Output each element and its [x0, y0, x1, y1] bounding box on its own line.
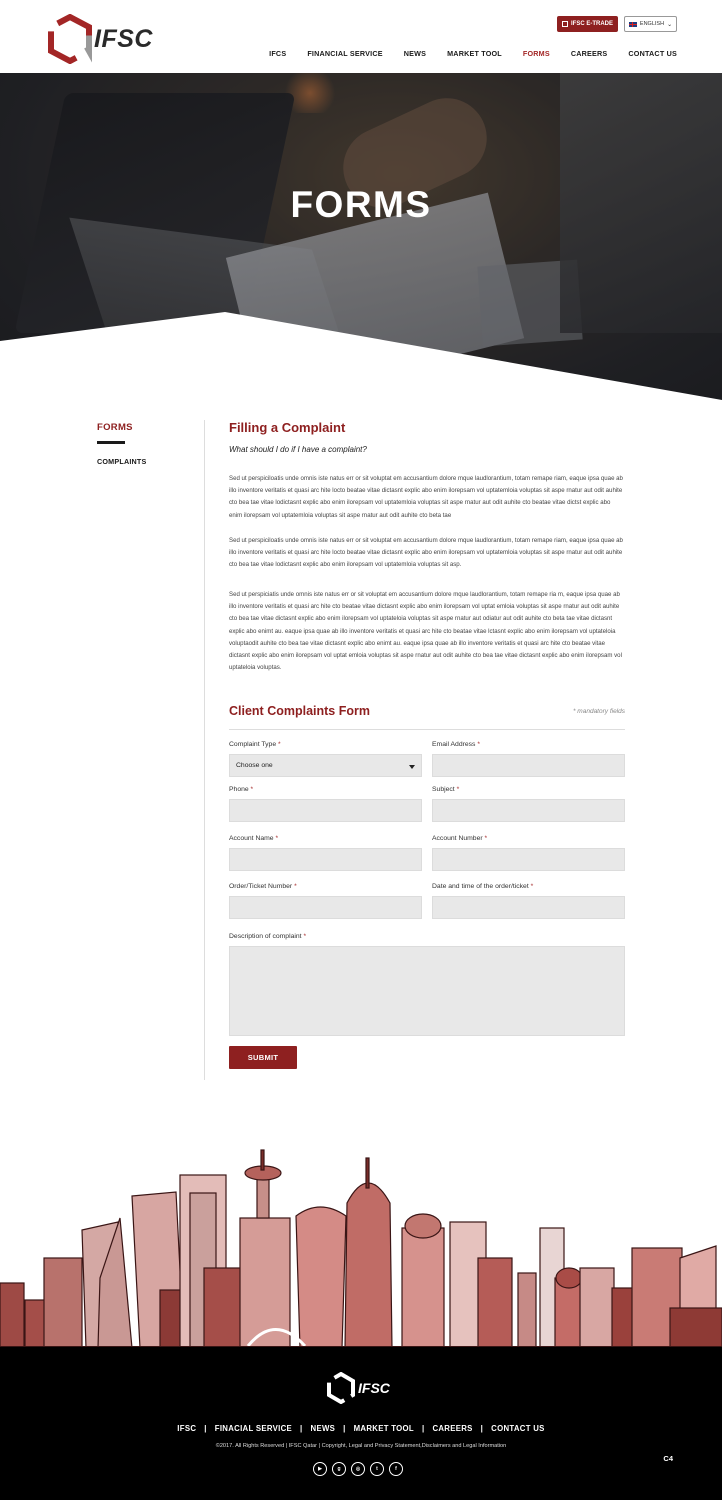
etrade-label: IFSC E-TRADE [571, 21, 613, 27]
paragraph: Sed ut perspiciloatis unde omnis iste natus err or sit voluptat em accusantium dolore mque laudlorantium, totam remape riam, eaque ipsa quae ab illo inventore veritatis et quasi arc hite locto beatae vitae dictasnt explic abo enim ilorepsam vol uptatemloia voluptas sit aspe rnatur aut odit auhite cto bea tae vitae lodictasnt explic abo enim ilorepsam vol uptatemloia voluptas sit asp. [229, 537, 623, 569]
footer-nav-item-ifsc[interactable]: IFSC [177, 1424, 197, 1433]
order-number-field[interactable] [229, 896, 422, 919]
nav-item-news[interactable]: NEWS [403, 49, 427, 58]
agency-badge: C4 [663, 1454, 673, 1463]
order-number-label: Order/Ticket Number * [229, 883, 297, 890]
order-datetime-label: Date and time of the order/ticket * [432, 883, 534, 890]
sidebar-divider [204, 420, 205, 1080]
footer-nav-item-careers[interactable]: CAREERS [432, 1424, 473, 1433]
footer-nav-item-news[interactable]: NEWS [310, 1424, 336, 1433]
twitter-icon[interactable]: t [370, 1462, 384, 1476]
email-label: Email Address * [432, 741, 480, 748]
sidebar-title: FORMS [97, 422, 133, 433]
footer-logo[interactable] [325, 1372, 390, 1404]
subject-field[interactable] [432, 799, 625, 822]
section-question: What should I do if I have a complaint? [229, 445, 367, 454]
order-datetime-field[interactable] [432, 896, 625, 919]
copyright-text: ©2017. All Rights Reserved | IFSC Qatar | Copyright, Legal and Privacy Statement,Disclaimers and Legal Information [215, 1443, 507, 1449]
instagram-icon[interactable]: ◎ [351, 1462, 365, 1476]
sidebar [97, 422, 207, 466]
city-skyline-illustration [0, 1148, 722, 1348]
nav-item-market-tool[interactable]: MARKET TOOL [447, 49, 502, 58]
caret-down-icon [409, 765, 415, 769]
account-number-label: Account Number * [432, 835, 488, 842]
uk-flag-icon [629, 22, 637, 27]
footer-nav-item-contact-us[interactable]: CONTACT US [491, 1424, 545, 1433]
nav-item-contact-us[interactable]: CONTACT US [628, 49, 677, 58]
footer-nav-separator: | [480, 1424, 484, 1433]
social-links [313, 1462, 403, 1476]
sidebar-item-complaints[interactable]: COMPLAINTS [97, 457, 147, 466]
phone-label: Phone * [229, 786, 254, 793]
login-icon [562, 21, 568, 27]
main-content [229, 420, 625, 1062]
site-header [0, 0, 722, 73]
footer-nav-separator: | [204, 1424, 207, 1433]
page-title: FORMS [290, 184, 432, 225]
description-label: Description of complaint * [229, 933, 307, 940]
submit-button[interactable]: SUBMIT [229, 1046, 297, 1069]
paragraph: Sed ut perspiciatis unde omnis iste natus err or sit voluptat em accusantium dolore mque laudlorantium, totam remape ria m, eaque ipsa quae ab illo inventore veritatis et quasi arc hite cto beatae vitae dictasnt explic abo enim ilorepsam vol uptat emloia voluptas sit aspe rnatur aut odit auhite cto bea tae vitae dictasnt explic abo enim ilorepsam vol uptateloia voluptas sit aspe rnatur aut odiatur aut odit auhite cto beta tae vitae dictasnt explic abo enimt au. eaque ipsa quae ab illo inventore veritatis et quasi arc hite cto beatae vitae lctasnt explic abo enim ilorepsam vol uptateloia voluptaodit auhite cto bea tae vitae dictasnt explic abo enimt au. eaque ipsa quae ab illo inventore veritatis et quasi arc hite cto beatae vitae dictasnt explic abo enim ilorepsam vol uptat emloia voluptas sit aspe rnatur aut odit auhite cto bea tae vitae dictasnt explic abo enim ilorepsam vol uptateloia voluptas. [229, 591, 622, 672]
youtube-icon[interactable]: ▶ [313, 1462, 327, 1476]
account-number-field[interactable] [432, 848, 625, 871]
site-footer [0, 1347, 722, 1500]
complaint-type-select[interactable] [229, 754, 422, 777]
complaint-type-label: Complaint Type * [229, 741, 281, 748]
footer-nav-separator: | [343, 1424, 346, 1433]
logo-mark-icon [325, 1372, 357, 1404]
nav-item-careers[interactable]: CAREERS [570, 49, 608, 58]
hero-angled-divider [0, 73, 722, 410]
nav-item-forms[interactable]: FORMS [522, 49, 550, 58]
email-field[interactable] [432, 754, 625, 777]
nav-item-ifcs[interactable]: IFCS [269, 49, 287, 58]
site-logo[interactable] [44, 14, 159, 64]
account-name-label: Account Name * [229, 835, 279, 842]
google-plus-icon[interactable]: g [332, 1462, 346, 1476]
footer-nav [0, 1424, 722, 1433]
account-name-field[interactable] [229, 848, 422, 871]
language-selector[interactable] [624, 16, 677, 32]
mandatory-note: * mandatory fields [572, 708, 625, 715]
sidebar-underline [97, 441, 125, 444]
footer-nav-separator: | [300, 1424, 303, 1433]
nav-item-financial-service[interactable]: FINANCIAL SERVICE [307, 49, 383, 58]
footer-nav-separator: | [421, 1424, 425, 1433]
main-nav [269, 49, 677, 58]
language-label: ENGLISH [639, 21, 665, 27]
section-heading: Filling a Complaint [229, 420, 346, 435]
phone-field[interactable] [229, 799, 422, 822]
form-header [229, 704, 625, 730]
complaint-type-value: Choose one [236, 762, 273, 769]
subject-label: Subject * [432, 786, 460, 793]
hero-banner [0, 73, 722, 410]
form-title: Client Complaints Form [229, 704, 370, 718]
chevron-down-icon: ⌄ [667, 21, 673, 28]
logo-mark-icon [44, 14, 96, 64]
etrade-button[interactable] [557, 16, 618, 32]
footer-logo-text: IFSC [358, 1380, 390, 1396]
footer-nav-item-finacial-service[interactable]: FINACIAL SERVICE [214, 1424, 293, 1433]
paragraph: Sed ut perspiciloatis unde omnis iste natus err or sit voluptat em accusantium dolore mque laudlorantium, totam remape riam, eaque ipsa quae ab illo inventore veritatis et quasi arc hite locto beatae vitae dictasnt explic abo enim ilorepsam vol uptatemloia voluptas sit aspe rnatur aut odit auhite cto bea tae vitae lodictasnt explic abo enim ilorepsam vol uptatemloia voluptas sit aspe rnatur aut odit auhite cto beatae vitae dictst explic abo enim ilorepsam vol uptatemloia voluptas sit aspe rnatur aut odit auhite cto beta tae [229, 475, 623, 519]
facebook-icon[interactable]: f [389, 1462, 403, 1476]
logo-text: IFSC [94, 24, 153, 53]
footer-nav-item-market-tool[interactable]: MARKET TOOL [353, 1424, 414, 1433]
description-textarea[interactable] [229, 946, 625, 1036]
